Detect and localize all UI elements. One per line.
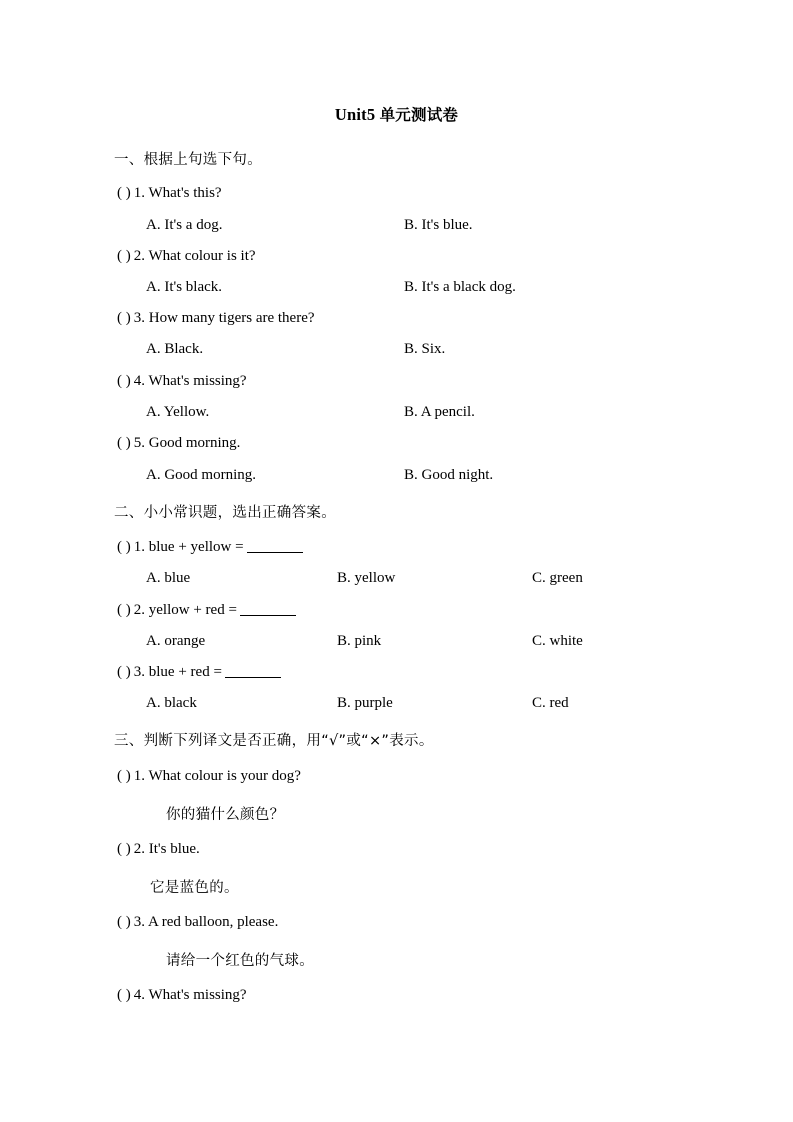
option-b[interactable]: B. A pencil. — [404, 404, 475, 420]
question-line — [117, 664, 281, 681]
question-prompt: What's this? — [148, 185, 222, 201]
option-row — [0, 633, 793, 655]
option-a[interactable]: A. orange — [146, 633, 206, 649]
answer-bracket[interactable]: ( ) — [117, 987, 131, 1003]
question-line — [117, 602, 296, 619]
question-line — [117, 310, 315, 327]
question-prompt: What's missing? — [148, 987, 247, 1003]
question-number: 1. — [133, 768, 145, 784]
option-c[interactable]: C. green — [532, 570, 583, 586]
question-line — [117, 914, 278, 931]
question-number: 3. — [133, 310, 145, 326]
question-prompt: blue + red = — [148, 664, 222, 680]
question-line — [117, 841, 200, 858]
answer-bracket[interactable]: ( ) — [117, 310, 131, 326]
question-number: 3. — [133, 914, 145, 930]
question-line — [117, 185, 222, 202]
answer-bracket[interactable]: ( ) — [117, 373, 131, 389]
option-a[interactable]: A. Yellow. — [146, 404, 210, 420]
answer-blank[interactable] — [240, 602, 296, 616]
question-number: 2. — [133, 841, 145, 857]
option-row — [0, 467, 793, 489]
question-number: 2. — [133, 248, 145, 264]
question-prompt: How many tigers are there? — [148, 310, 315, 326]
translation-line: 你的猫什么颜色？ — [166, 807, 285, 823]
question-prompt: blue + yellow = — [148, 539, 244, 555]
option-a[interactable]: A. It's black. — [146, 279, 223, 295]
option-a[interactable]: A. It's a dog. — [146, 217, 223, 233]
answer-bracket[interactable]: ( ) — [117, 539, 131, 555]
question-prompt: yellow + red = — [148, 602, 237, 618]
page-title-cn: 单元测试卷 — [379, 106, 459, 124]
question-number: 1. — [133, 539, 145, 555]
page-title — [0, 103, 793, 125]
section-heading-1: 一、根据上句选下句。 — [114, 152, 262, 168]
answer-bracket[interactable]: ( ) — [117, 248, 131, 264]
question-prompt: Good morning. — [148, 435, 241, 451]
question-line — [117, 435, 240, 452]
option-a[interactable]: A. Good morning. — [146, 467, 257, 483]
question-line — [117, 539, 303, 556]
question-number: 1. — [133, 185, 145, 201]
option-a[interactable]: A. black — [146, 695, 197, 711]
answer-bracket[interactable]: ( ) — [117, 664, 131, 680]
option-row — [0, 279, 793, 301]
question-prompt: What's missing? — [148, 373, 247, 389]
answer-bracket[interactable]: ( ) — [117, 914, 131, 930]
question-prompt: What colour is your dog? — [148, 768, 301, 784]
option-a[interactable]: A. blue — [146, 570, 191, 586]
answer-bracket[interactable]: ( ) — [117, 185, 131, 201]
option-row — [0, 404, 793, 426]
translation-line: 请给一个红色的气球。 — [166, 953, 314, 969]
option-row — [0, 570, 793, 592]
page-title-en: Unit5 — [334, 105, 376, 124]
answer-bracket[interactable]: ( ) — [117, 435, 131, 451]
question-number: 3. — [133, 664, 145, 680]
question-number: 4. — [133, 987, 145, 1003]
question-line — [117, 248, 256, 265]
option-b[interactable]: B. Six. — [404, 341, 446, 357]
option-a[interactable]: A. Black. — [146, 341, 204, 357]
answer-blank[interactable] — [225, 664, 281, 678]
option-b[interactable]: B. pink — [337, 633, 382, 649]
answer-blank[interactable] — [247, 539, 303, 553]
question-number: 4. — [133, 373, 145, 389]
answer-bracket[interactable]: ( ) — [117, 602, 131, 618]
answer-bracket[interactable]: ( ) — [117, 841, 131, 857]
question-prompt: A red balloon, please. — [147, 914, 279, 930]
section-heading-2: 二、小小常识题，选出正确答案。 — [114, 505, 336, 521]
option-c[interactable]: C. white — [532, 633, 583, 649]
option-c[interactable]: C. red — [532, 695, 569, 711]
option-b[interactable]: B. Good night. — [404, 467, 494, 483]
option-row — [0, 695, 793, 717]
option-row — [0, 341, 793, 363]
option-b[interactable]: B. yellow — [337, 570, 396, 586]
question-prompt: It's blue. — [148, 841, 200, 857]
option-b[interactable]: B. purple — [337, 695, 393, 711]
question-number: 2. — [133, 602, 145, 618]
option-b[interactable]: B. It's a black dog. — [404, 279, 516, 295]
option-row — [0, 217, 793, 239]
section-heading-3: 三、判断下列译文是否正确，用“√”或“×”表示。 — [114, 733, 434, 749]
translation-line: 它是蓝色的。 — [150, 880, 239, 896]
option-b[interactable]: B. It's blue. — [404, 217, 473, 233]
question-line — [117, 373, 247, 390]
question-number: 5. — [133, 435, 145, 451]
question-line — [117, 768, 301, 785]
question-line — [117, 987, 247, 1004]
answer-bracket[interactable]: ( ) — [117, 768, 131, 784]
question-prompt: What colour is it? — [148, 248, 256, 264]
